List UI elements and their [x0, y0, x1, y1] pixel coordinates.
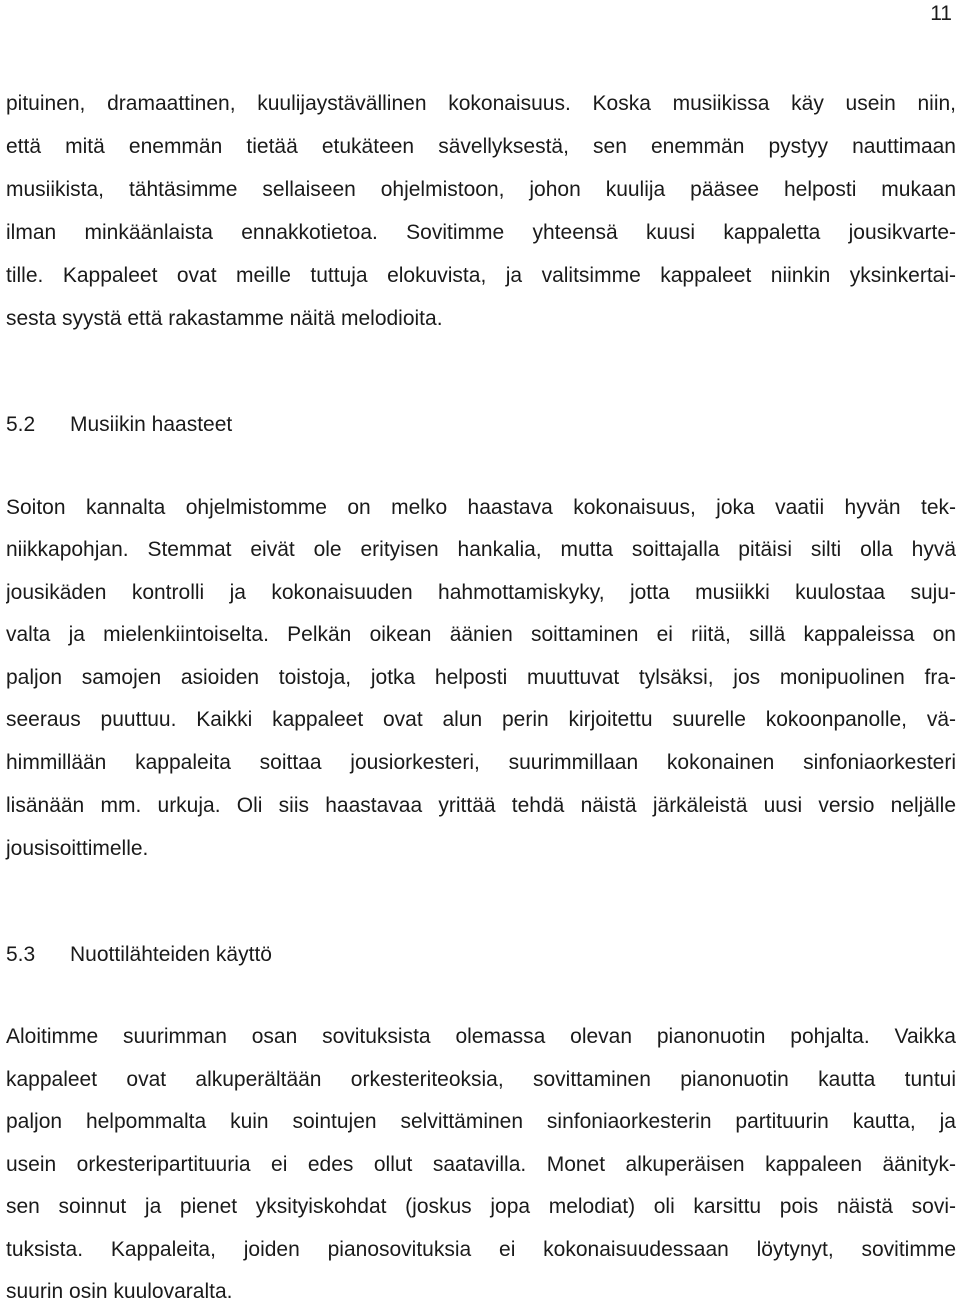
paragraph-line: pituinen, dramaattinen, kuulijaystävällinen kokonaisuus. Koska musiikissa käy usein niin, — [6, 92, 956, 115]
section-heading-5-3 — [6, 942, 272, 968]
paragraph-line: sen soinnut ja pienet yksityiskohdat (joskus jopa melodiat) oli karsittu pois näistä sovi- — [6, 1195, 956, 1218]
section-number: 5.2 — [6, 413, 36, 436]
paragraph-line: sesta syystä että rakastamme näitä melodioita. — [6, 307, 443, 330]
paragraph-line: tille. Kappaleet ovat meille tuttuja elokuvista, ja valitsimme kappaleet niinkin yksinkertai- — [6, 264, 956, 287]
paragraph-line: valta ja mielenkiintoiselta. Pelkän oikean äänien soittaminen ei riitä, sillä kappaleissa on — [6, 623, 956, 646]
paragraph-line: jousikäden kontrolli ja kokonaisuuden hahmottamiskyky, jotta musiikki kuulostaa suju- — [6, 581, 956, 604]
paragraph-line: paljon samojen asioiden toistoja, jotka helposti muuttuvat tylsäksi, jos monipuolinen fra- — [6, 666, 956, 689]
page-number: 11 — [930, 2, 952, 25]
paragraph-line: paljon helpommalta kuin sointujen selvittäminen sinfoniaorkesterin partituurin kautta, ja — [6, 1110, 956, 1133]
section-title: Musiikin haasteet — [70, 413, 233, 436]
paragraph-line: suurin osin kuulovaralta. — [6, 1280, 233, 1303]
paragraph-line: tuksista. Kappaleita, joiden pianosovituksia ei kokonaisuudessaan löytynyt, sovitimme — [6, 1238, 956, 1261]
paragraph-line: lisänään mm. urkuja. Oli siis haastavaa yrittää tehdä näistä järkäleistä uusi versio neljälle — [6, 794, 956, 817]
paragraph-line: ilman minkäänlaista ennakkotietoa. Sovitimme yhteensä kuusi kappaletta jousikvarte- — [6, 221, 956, 244]
paragraph-line: seeraus puuttuu. Kaikki kappaleet ovat alun perin kirjoitettu suurelle kokoonpanolle, vä- — [6, 708, 956, 731]
paragraph-line: Aloitimme suurimman osan sovituksista olemassa olevan pianonuotin pohjalta. Vaikka — [6, 1025, 956, 1048]
paragraph-line: kappaleet ovat alkuperältään orkesteriteoksia, sovittaminen pianonuotin kautta tuntui — [6, 1068, 956, 1091]
paragraph-line: että mitä enemmän tietää etukäteen sävellyksestä, sen enemmän pystyy nauttimaan — [6, 135, 956, 158]
paragraph-line: usein orkesteripartituuria ei edes ollut saatavilla. Monet alkuperäisen kappaleen äänityk- — [6, 1153, 956, 1176]
section-number: 5.3 — [6, 943, 36, 966]
paragraph-line: himmillään kappaleita soittaa jousiorkesteri, suurimmillaan kokonainen sinfoniaorkesteri — [6, 751, 956, 774]
section-heading-5-2 — [6, 412, 232, 438]
paragraph-line: niikkapohjan. Stemmat eivät ole erityisen hankalia, mutta soittajalla pitäisi silti olla hyvä — [6, 538, 956, 561]
section-title: Nuottilähteiden käyttö — [70, 943, 272, 966]
paragraph-line: jousisoittimelle. — [6, 837, 149, 860]
paragraph-line: Soiton kannalta ohjelmistomme on melko haastava kokonaisuus, joka vaatii hyvän tek- — [6, 496, 956, 519]
paragraph-line: musiikista, tähtäsimme sellaiseen ohjelmistoon, johon kuulija pääsee helposti mukaan — [6, 178, 956, 201]
